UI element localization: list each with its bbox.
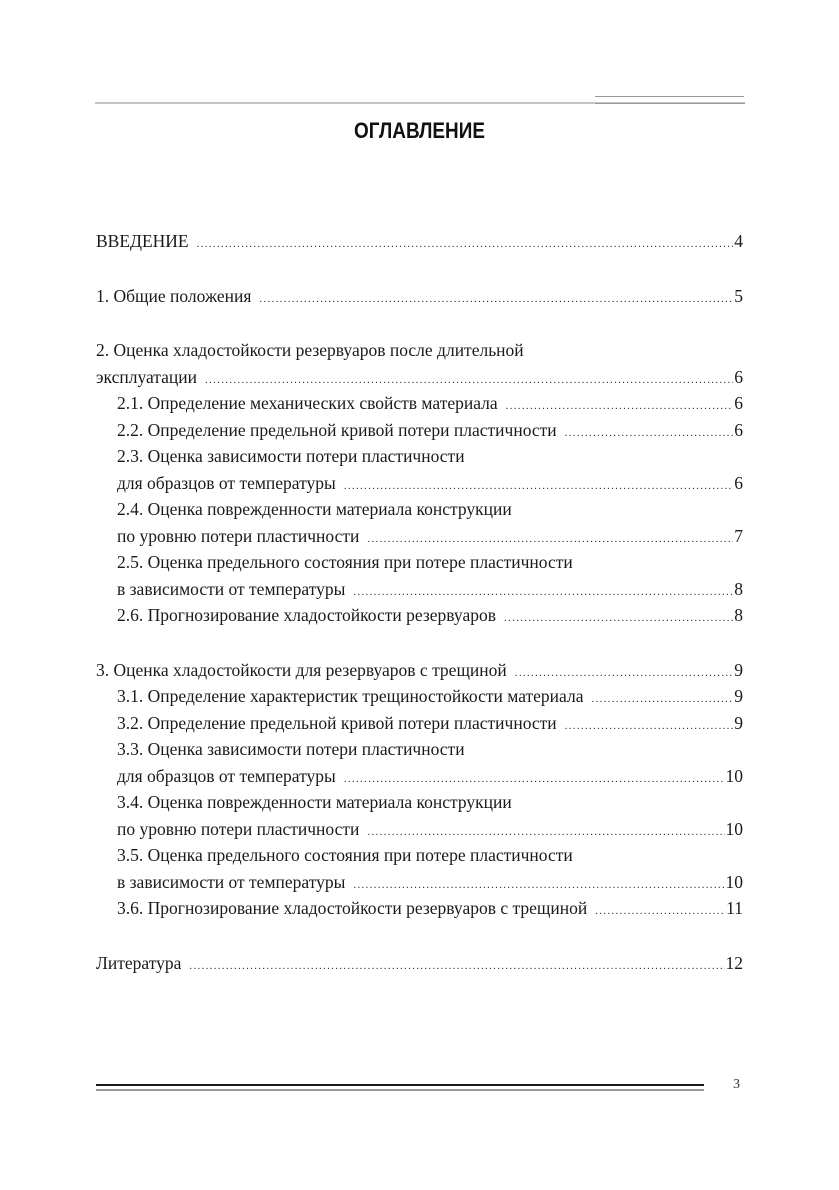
- toc-page-number: 4: [734, 231, 743, 251]
- dot-leader: [197, 231, 734, 258]
- toc-page-number: 8: [734, 605, 743, 625]
- toc-page-number: 6: [734, 472, 743, 493]
- toc-page-number: 10: [725, 818, 743, 839]
- toc-entry-3-5[interactable]: [96, 842, 743, 895]
- footer-rule-shadow: [96, 1089, 704, 1091]
- dot-leader: [591, 686, 733, 713]
- toc-entry-title: 2.5. Оценка предельного состояния при потере пластичности: [117, 552, 573, 572]
- toc-entry-title: 3. Оценка хладостойкости для резервуаров с трещиной: [96, 659, 507, 680]
- toc-entry-title-cont: в зависимости от температуры: [117, 578, 346, 599]
- toc-page-number: 9: [734, 686, 743, 706]
- toc-entry-2-6[interactable]: [96, 602, 743, 629]
- toc-entry-3-2[interactable]: [96, 710, 743, 737]
- toc-page-number: 6: [734, 419, 743, 440]
- header-rule-short: [595, 96, 744, 97]
- toc-entry-2-2[interactable]: [96, 417, 743, 444]
- toc-entry-2-1[interactable]: [96, 390, 743, 417]
- dot-leader: [259, 286, 733, 313]
- toc-entry-title-cont: по уровню потери пластичности: [117, 525, 360, 546]
- page-title: ОГЛАВЛЕНИЕ: [354, 118, 485, 143]
- dot-leader: [565, 713, 734, 740]
- toc-entry-title: 2.4. Оценка поврежденности материала конструкции: [117, 499, 512, 519]
- header-rule-accent: [595, 103, 745, 104]
- toc-entry-title: 2. Оценка хладостойкости резервуаров после длительной: [96, 340, 524, 360]
- toc-entry-title: 2.3. Оценка зависимости потери пластичности: [117, 446, 465, 466]
- toc-entry-title-cont: эксплуатации: [96, 366, 198, 387]
- toc-page-number: 6: [734, 366, 743, 387]
- toc-entry-3-6[interactable]: [96, 895, 743, 922]
- dot-leader: [595, 898, 725, 925]
- dot-leader: [565, 420, 734, 447]
- dot-leader: [189, 953, 724, 980]
- toc-entry-2[interactable]: [96, 337, 743, 390]
- toc-entry-title: 3.3. Оценка зависимости потери пластичности: [117, 739, 465, 759]
- toc-page-number: 8: [734, 578, 743, 599]
- toc-entry-title: 3.1. Определение характеристик трещиностойкости материала: [117, 686, 584, 706]
- toc-entry-title: Литература: [96, 952, 182, 973]
- toc-entry-references[interactable]: [96, 950, 743, 977]
- toc-entry-3-4[interactable]: [96, 789, 743, 842]
- toc-entry-3-1[interactable]: [96, 683, 743, 710]
- toc-entry-3-3[interactable]: [96, 736, 743, 789]
- toc-page-number: 9: [734, 659, 743, 680]
- dot-leader: [504, 605, 733, 632]
- footer-rule: [96, 1084, 704, 1086]
- toc-entry-title: 1. Общие положения: [96, 285, 252, 306]
- toc-entry-title: 2.1. Определение механических свойств материала: [117, 393, 498, 413]
- toc-entry-introduction[interactable]: [96, 228, 743, 255]
- toc-entry-title: 2.6. Прогнозирование хладостойкости резервуаров: [117, 605, 496, 625]
- toc-page-number: 6: [734, 393, 743, 413]
- toc-entry-title: 2.2. Определение предельной кривой потери пластичности: [117, 419, 557, 440]
- toc-entry-1[interactable]: [96, 283, 743, 310]
- toc-entry-2-5[interactable]: [96, 549, 743, 602]
- table-of-contents: [96, 228, 743, 976]
- toc-entry-title-cont: для образцов от температуры: [117, 472, 336, 493]
- toc-page-number: 7: [734, 525, 743, 546]
- toc-entry-title: 3.4. Оценка поврежденности материала конструкции: [117, 792, 512, 812]
- toc-entry-title-cont: в зависимости от температуры: [117, 871, 346, 892]
- toc-page-number: 11: [726, 898, 743, 918]
- toc-page-number: 12: [725, 952, 743, 973]
- toc-entry-title-cont: по уровню потери пластичности: [117, 818, 360, 839]
- toc-page-number: 9: [734, 712, 743, 733]
- toc-entry-2-4[interactable]: [96, 496, 743, 549]
- toc-page-number: 10: [725, 765, 743, 786]
- toc-entry-3[interactable]: [96, 657, 743, 684]
- toc-entry-title-cont: для образцов от температуры: [117, 765, 336, 786]
- toc-entry-2-3[interactable]: [96, 443, 743, 496]
- toc-page-number: 5: [734, 285, 743, 306]
- toc-page-number: 10: [725, 871, 743, 892]
- page-number: 3: [733, 1077, 740, 1092]
- toc-entry-title: ВВЕДЕНИЕ: [96, 231, 189, 251]
- toc-entry-title: 3.2. Определение предельной кривой потери пластичности: [117, 712, 557, 733]
- toc-entry-title: 3.5. Оценка предельного состояния при потере пластичности: [117, 845, 573, 865]
- toc-entry-title: 3.6. Прогнозирование хладостойкости резервуаров с трещиной: [117, 898, 588, 918]
